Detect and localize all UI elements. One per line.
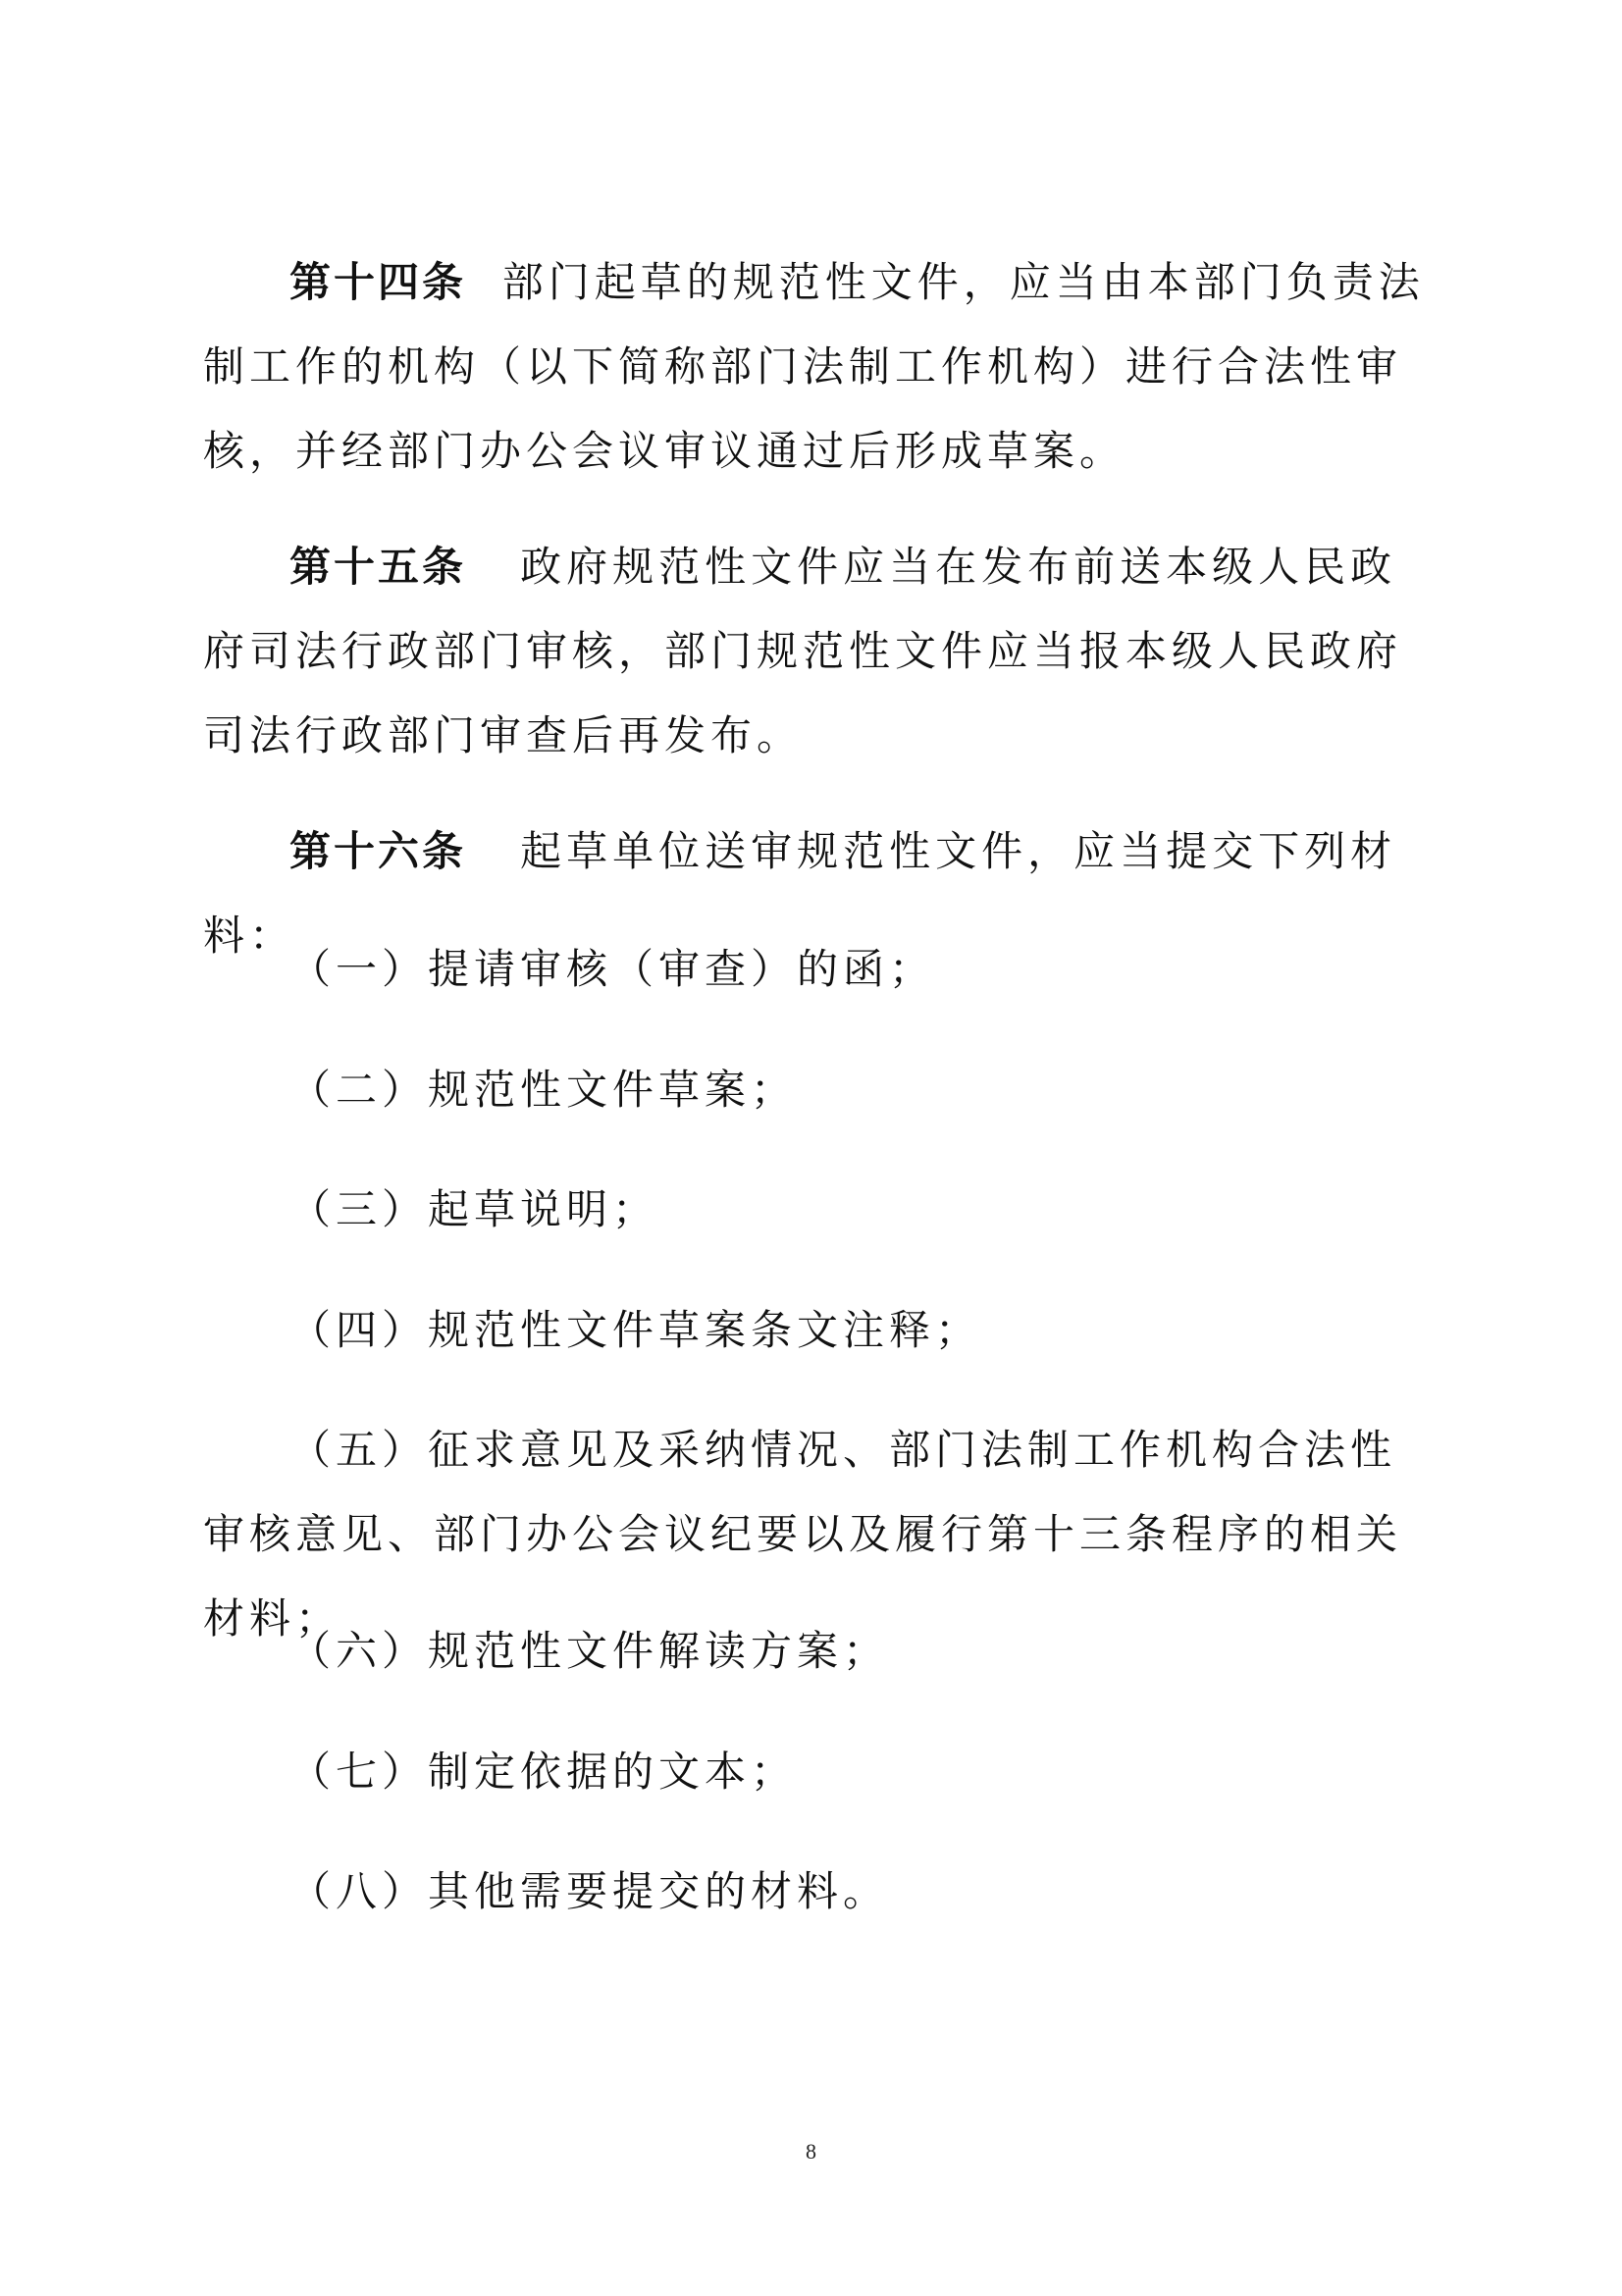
- list-item-8: （八）其他需要提交的材料。: [289, 1867, 890, 1915]
- list-item-5: （五）征求意见及采纳情况、部门法制工作机构合法性审核意见、部门办公会议纪要以及履行第十三条程序的相关材料；: [203, 1426, 1403, 1643]
- list-item-1: （一）提请审核（审查）的函；: [289, 945, 936, 993]
- page-number: 8: [806, 2139, 816, 2164]
- list-item-2: （二）规范性文件草案；: [289, 1066, 798, 1114]
- list-item-6: （六）规范性文件解读方案；: [289, 1627, 890, 1675]
- article-16-label: 第十六条: [289, 827, 467, 875]
- list-item-3: （三）起草说明；: [289, 1185, 659, 1233]
- list-item-4: （四）规范性文件草案条文注释；: [289, 1306, 982, 1354]
- article-14-label: 第十四条: [289, 258, 467, 306]
- article-16-text: 起草单位送审规范性文件，应当提交下列材料：: [203, 827, 1397, 960]
- article-15-text: 政府规范性文件应当在发布前送本级人民政府司法行政部门审核，部门规范性文件应当报本级人民政府司法行政部门审查后再发布。: [203, 543, 1403, 759]
- list-item-7: （七）制定依据的文本；: [289, 1748, 798, 1796]
- article-14: [203, 240, 1430, 494]
- article-15-label: 第十五条: [289, 543, 467, 591]
- article-14-text: 部门起草的规范性文件，应当由本部门负责法制工作的机构（以下简称部门法制工作机构）进行合法性审核，并经部门办公会议审议通过后形成草案。: [203, 258, 1425, 475]
- article-15: [203, 525, 1430, 778]
